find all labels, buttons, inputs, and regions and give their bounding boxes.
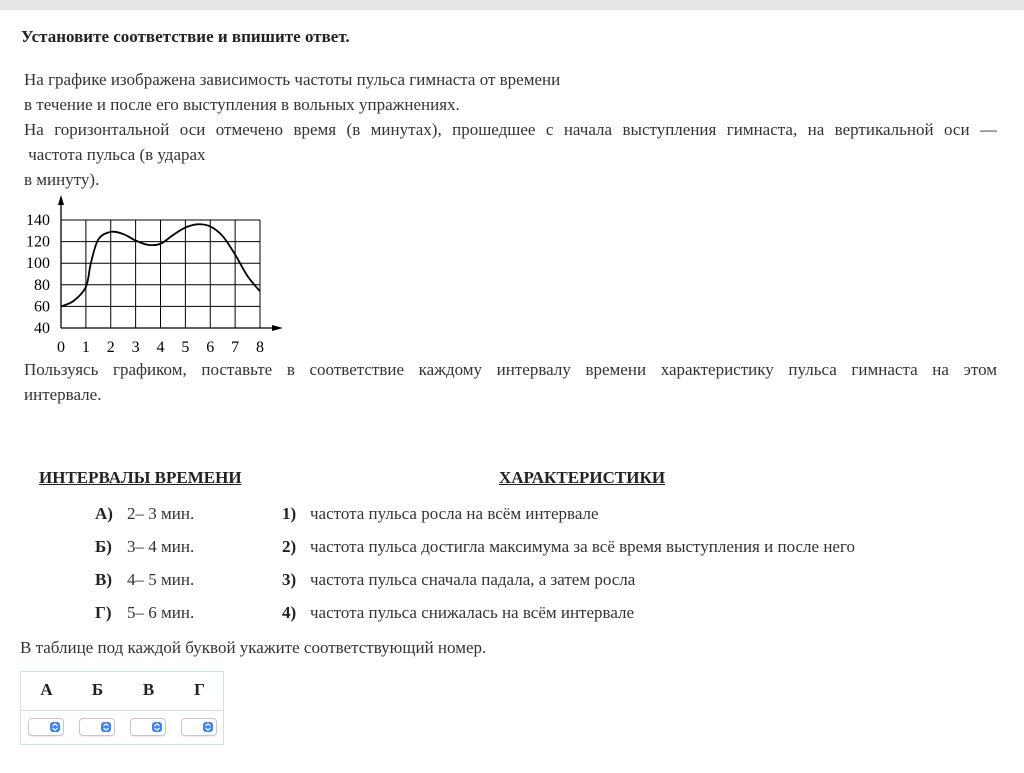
x-tick-label: 4	[156, 339, 165, 356]
characteristic-number: 1)	[282, 504, 297, 523]
interval-text: 5– 6 мин.	[127, 603, 195, 622]
paragraph-line-4: частота пульса (в ударах	[24, 145, 206, 164]
pulse-chart	[22, 193, 287, 358]
answer-select-g[interactable]	[181, 718, 217, 736]
characteristics-header: ХАРАКТЕРИСТИКИ	[499, 468, 666, 487]
y-tick-label: 120	[26, 233, 50, 251]
select-arrows-icon	[50, 722, 60, 732]
characteristic-number: 2)	[282, 537, 297, 556]
answer-select-b[interactable]	[79, 718, 115, 736]
interval-text: 3– 4 мин.	[127, 537, 195, 556]
paragraph-line-5: в минуту).	[24, 170, 100, 189]
characteristic-text: частота пульса снижалась на всём интервале	[310, 603, 635, 622]
top-bar	[0, 0, 1024, 10]
question-text: Пользуясь графиком, поставьте в соответствие каждому интервалу времени характеристику пульса гимнаста на этом	[24, 360, 997, 379]
x-tick-label: 1	[81, 339, 90, 356]
task-instruction: Установите соответствие и впишите ответ.	[21, 27, 350, 46]
y-tick-label: 40	[34, 320, 50, 337]
interval-letter: Б)	[95, 537, 112, 556]
interval-letter: Г)	[95, 603, 112, 622]
answer-select-v[interactable]	[130, 718, 166, 736]
y-tick-label: 80	[34, 276, 50, 294]
paragraph-line-3: На горизонтальной оси отмечено время (в минутах), прошедшее с начала выступления гимнаста, на вертикальной оси —	[24, 120, 997, 139]
select-arrows-icon	[203, 722, 213, 732]
interval-letter: В)	[95, 570, 112, 589]
select-arrows-icon	[101, 722, 111, 732]
question-text-end: интервале.	[24, 385, 102, 404]
interval-text: 4– 5 мин.	[127, 570, 195, 589]
chart-grid	[61, 220, 260, 328]
characteristic-text: частота пульса росла на всём интервале	[310, 504, 599, 523]
characteristic-number: 3)	[282, 570, 297, 589]
x-tick-label: 3	[131, 339, 140, 356]
x-tick-labels	[57, 339, 264, 356]
y-tick-label: 60	[34, 298, 50, 316]
answer-header-g: Г	[194, 680, 205, 699]
x-tick-label: 0	[57, 339, 65, 356]
x-tick-label: 2	[106, 339, 115, 356]
y-tick-label: 140	[26, 212, 50, 229]
answer-header-b: Б	[91, 680, 104, 699]
interval-text: 2– 3 мин.	[127, 504, 195, 523]
x-tick-label: 7	[231, 339, 240, 356]
y-tick-label: 100	[26, 255, 50, 273]
answer-select-a[interactable]	[28, 718, 64, 736]
x-tick-label: 5	[181, 339, 190, 356]
select-arrows-icon	[152, 722, 162, 732]
answer-table	[20, 671, 224, 745]
answer-header-v: В	[142, 680, 155, 699]
characteristic-text: частота пульса сначала падала, а затем росла	[310, 570, 636, 589]
x-tick-label: 8	[256, 339, 264, 356]
paragraph-line-2: в течение и после его выступления в вольных упражнениях.	[24, 95, 460, 114]
y-axis-arrow-icon	[58, 195, 64, 205]
intervals-header: ИНТЕРВАЛЫ ВРЕМЕНИ	[39, 468, 242, 487]
characteristic-text: частота пульса достигла максимума за всё время выступления и после него	[310, 537, 856, 556]
table-note: В таблице под каждой буквой укажите соответствующий номер.	[20, 638, 487, 657]
interval-letter: А)	[95, 504, 113, 523]
x-axis-arrow-icon	[272, 325, 283, 331]
answer-header-a: А	[40, 680, 53, 699]
answer-row	[21, 710, 223, 745]
x-tick-label: 6	[206, 339, 215, 356]
y-tick-labels	[26, 212, 50, 337]
characteristic-number: 4)	[282, 603, 297, 622]
paragraph-line-1: На графике изображена зависимость частоты пульса гимнаста от времени	[24, 70, 561, 89]
